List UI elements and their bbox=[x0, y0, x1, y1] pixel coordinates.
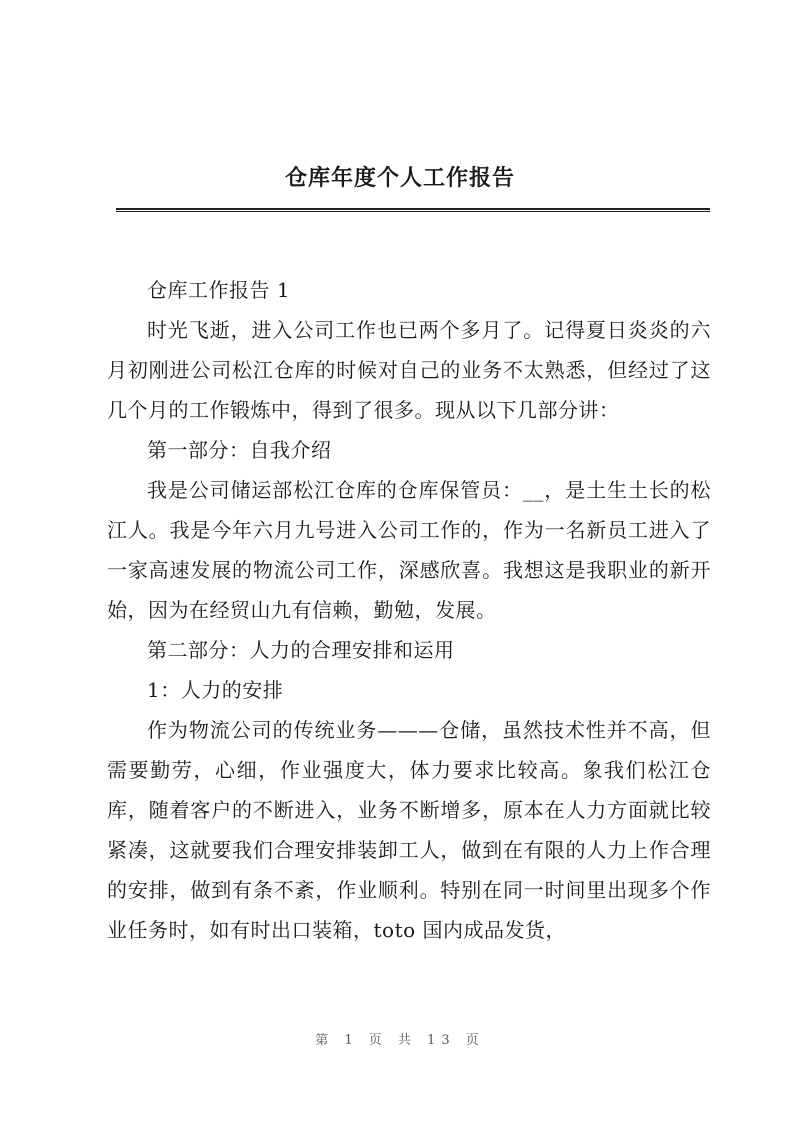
title-divider bbox=[116, 208, 710, 212]
subsection-heading: 1：人力的安排 bbox=[147, 678, 284, 702]
body-paragraph: 时光飞逝，进入公司工作也已两个多月了。记得夏日炎炎的六月初刚进公司松江仓库的时候对自己的业务不太熟悉，但经过了这几个月的工作锻炼中，得到了很多。现从以下几部分讲： bbox=[107, 318, 711, 422]
section-heading: 仓库工作报告 1 bbox=[147, 278, 291, 302]
part-heading: 第一部分：自我介绍 bbox=[147, 438, 332, 462]
part-heading: 第二部分：人力的合理安排和运用 bbox=[147, 638, 455, 662]
document-body bbox=[107, 270, 711, 950]
body-paragraph: 我是公司储运部松江仓库的仓库保管员：__，是土生土长的松江人。我是今年六月九号进入公司工作的，作为一名新员工进入了一家高速发展的物流公司工作，深感欣喜。我想这是我职业的新开始，因为在经贸山九有信赖，勤勉，发展。 bbox=[107, 478, 711, 622]
page-number: 第 1 页 共 13 页 bbox=[315, 1033, 485, 1048]
body-paragraph: 作为物流公司的传统业务———仓储，虽然技术性并不高，但需要勤劳，心细，作业强度大，体力要求比较高。象我们松江仓库，随着客户的不断进入，业务不断增多，原本在人力方面就比较紧凑，这就要我们合理安排装卸工人，做到在有限的人力上作合理的安排，做到有条不紊，作业顺利。特别在同一时间里出现多个作业任务时，如有时出口装箱，toto 国内成品发货， bbox=[107, 718, 711, 942]
document-title: 仓库年度个人工作报告 bbox=[284, 165, 515, 191]
